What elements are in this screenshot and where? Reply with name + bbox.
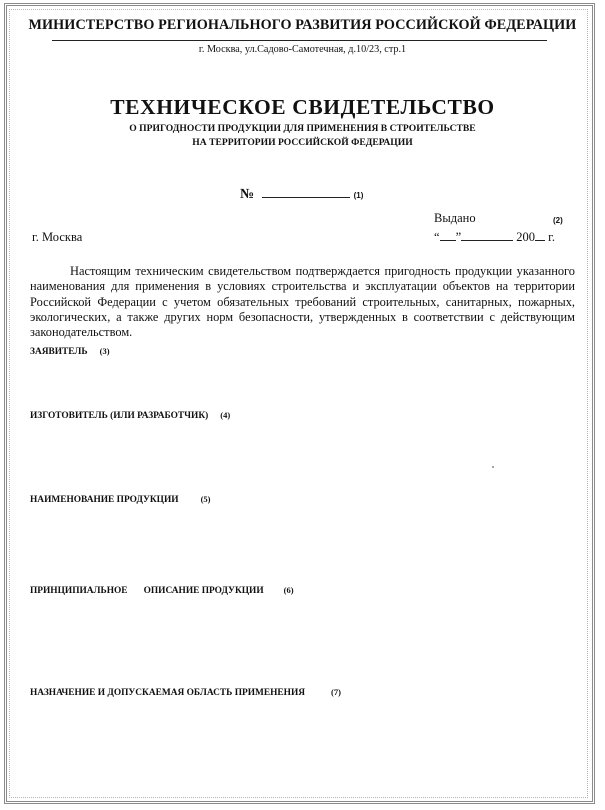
day-field[interactable]	[440, 229, 456, 241]
section-product-name-note: (5)	[200, 494, 211, 504]
section-purpose-note: (7)	[331, 687, 341, 697]
month-field[interactable]	[461, 229, 513, 241]
section-description-note: (6)	[283, 585, 294, 595]
section-applicant-note: (3)	[99, 346, 110, 356]
issued-label: Выдано	[434, 211, 476, 225]
section-purpose	[30, 687, 341, 698]
ministry-address: г. Москва, ул.Садово-Самотечная, д.10/23, стр.1	[198, 44, 407, 55]
section-manufacturer	[30, 410, 230, 421]
section-applicant	[30, 346, 110, 357]
section-manufacturer-label: ИЗГОТОВИТЕЛЬ (ИЛИ РАЗРАБОТЧИК)	[30, 411, 209, 421]
quote-open: “	[434, 230, 440, 244]
document-subtitle-line1: О ПРИГОДНОСТИ ПРОДУКЦИИ ДЛЯ ПРИМЕНЕНИЯ В СТРОИТЕЛЬСТВЕ	[129, 123, 476, 134]
issue-date-line	[434, 229, 555, 245]
section-product-name	[30, 494, 210, 505]
section-description-label-a: ПРИНЦИПИАЛЬНОЕ	[30, 586, 128, 596]
section-description	[30, 585, 294, 596]
certificate-number-line	[240, 185, 363, 203]
quote-close: ”	[455, 230, 462, 244]
certificate-number-field[interactable]	[262, 185, 350, 198]
section-manufacturer-note: (4)	[220, 410, 231, 420]
section-product-name-label: НАИМЕНОВАНИЕ ПРОДУКЦИИ	[30, 495, 179, 505]
year-field[interactable]	[535, 229, 545, 241]
number-footnote: (1)	[353, 191, 364, 200]
year-suffix: г.	[548, 230, 555, 244]
ministry-header: МИНИСТЕРСТВО РЕГИОНАЛЬНОГО РАЗВИТИЯ РОССИЙСКОЙ ФЕДЕРАЦИИ	[28, 17, 577, 33]
issue-city: г. Москва	[32, 230, 83, 244]
document-subtitle-line2: НА ТЕРРИТОРИИ РОССИЙСКОЙ ФЕДЕРАЦИИ	[192, 137, 413, 148]
number-sign: №	[240, 187, 255, 202]
section-description-label-b: ОПИСАНИЕ ПРОДУКЦИИ	[143, 586, 264, 596]
header-divider	[52, 40, 547, 41]
document-title: ТЕХНИЧЕСКОЕ СВИДЕТЕЛЬСТВО	[110, 95, 495, 119]
scan-speck	[492, 466, 494, 468]
year-prefix: 200	[516, 230, 535, 244]
section-applicant-label: ЗАЯВИТЕЛЬ	[30, 347, 88, 357]
section-purpose-label: НАЗНАЧЕНИЕ И ДОПУСКАЕМАЯ ОБЛАСТЬ ПРИМЕНЕНИЯ	[30, 688, 306, 698]
issued-footnote: (2)	[553, 216, 563, 225]
certification-paragraph: Настоящим техническим свидетельством подтверждается пригодность продукции указанного наименования для применения в условиях строительства и эксплуатации объектов на территории Российской Федерации с учетом обязательных требований строительных, санитарных, пожарных, экологических, а также других норм безопасности, утвержденных в соответствии с действующим законодательством.	[30, 264, 575, 340]
